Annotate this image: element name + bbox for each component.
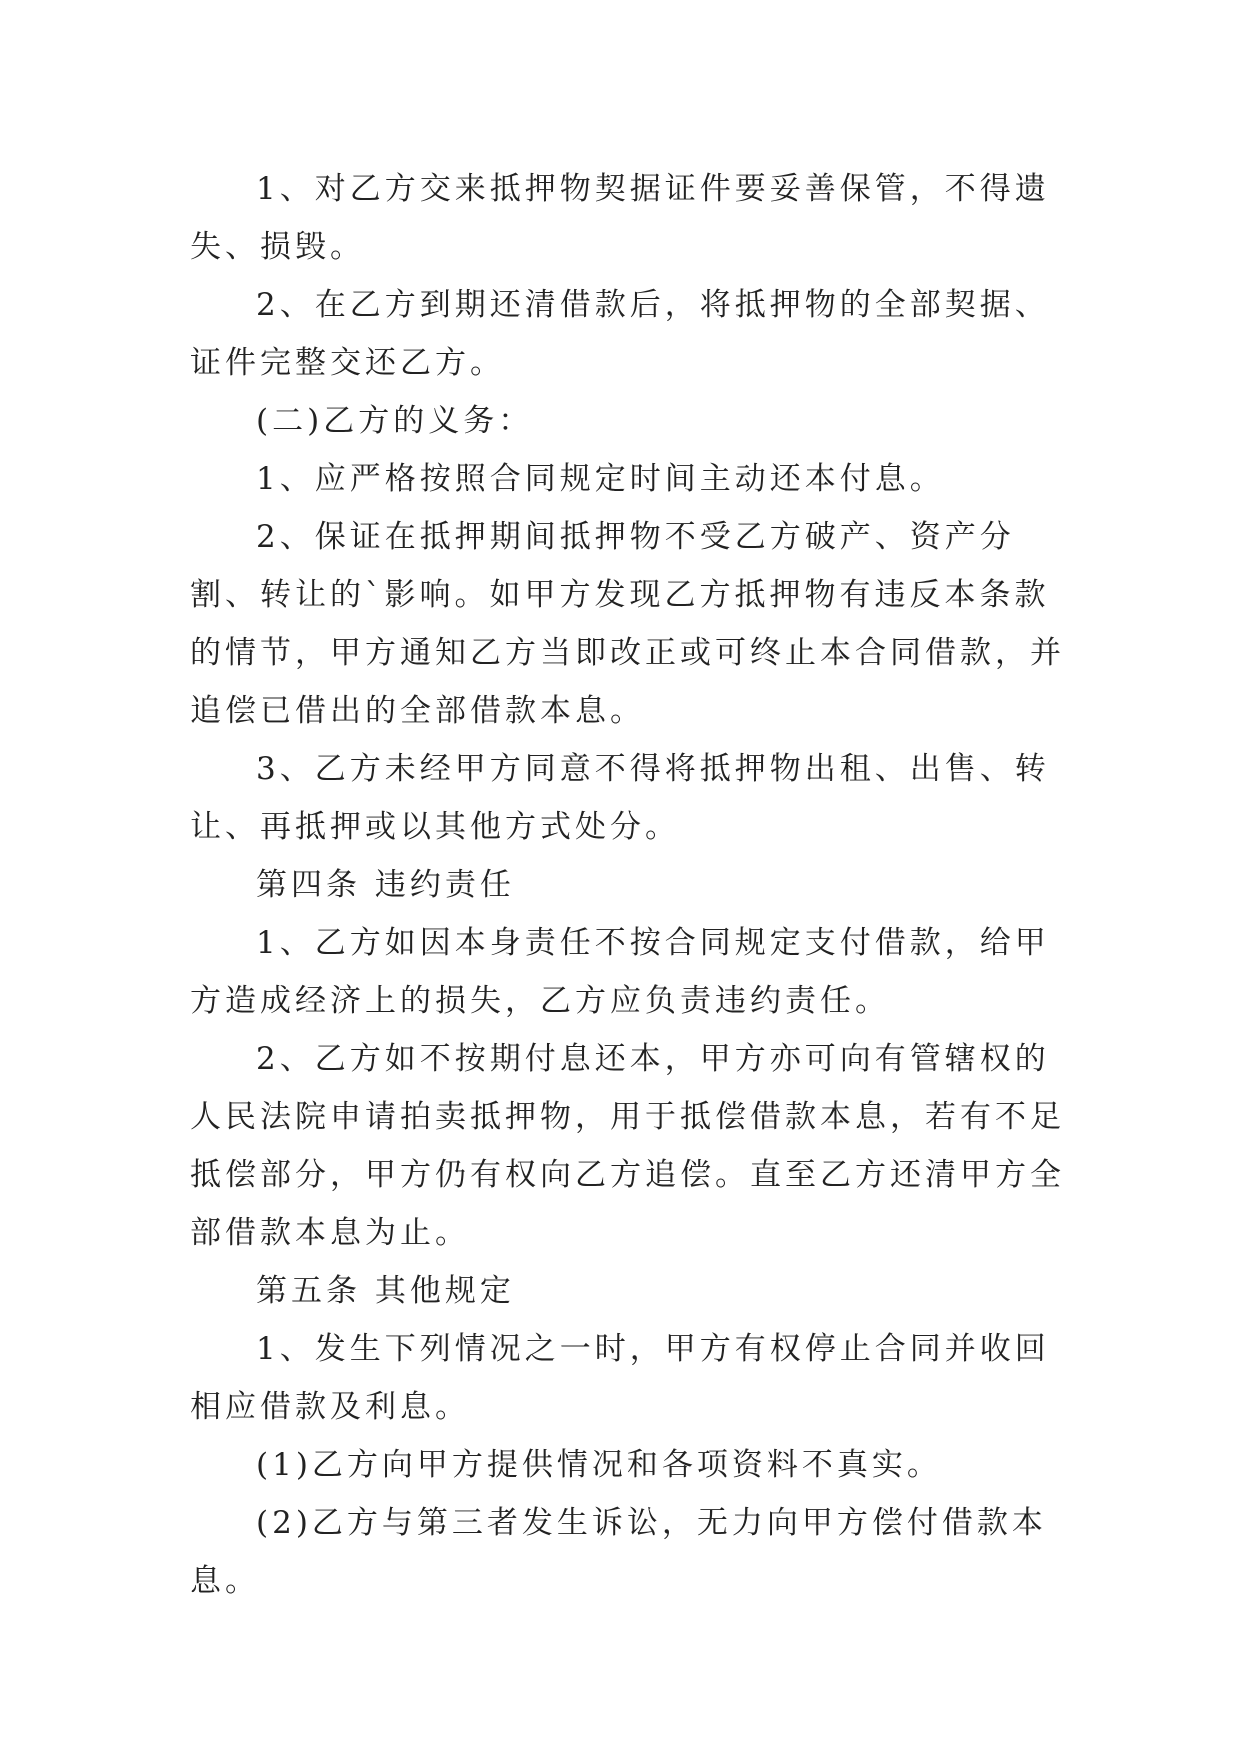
paragraph-return-deeds: 2、在乙方到期还清借款后，将抵押物的全部契据、证件完整交还乙方。 bbox=[190, 287, 1050, 381]
paragraph-termination: 1、发生下列情况之一时，甲方有权停止合同并收回相应借款及利息。 bbox=[190, 1331, 1050, 1425]
paragraph-condition-2: (2)乙方与第三者发生诉讼，无力向甲方偿付借款本息。 bbox=[190, 1505, 1047, 1599]
paragraph-condition-1: (1)乙方向甲方提供情况和各项资料不真实。 bbox=[256, 1447, 942, 1483]
paragraph-keep-deeds: 1、对乙方交来抵押物契据证件要妥善保管，不得遗失、损毁。 bbox=[190, 171, 1050, 265]
paragraph-liability-2: 2、乙方如不按期付息还本，甲方亦可向有管辖权的人民法院申请拍卖抵押物，用于抵偿借款本息，若有不足抵偿部分，甲方仍有权向乙方追偿。直至乙方还清甲方全部借款本息为止。 bbox=[190, 1041, 1065, 1251]
article-heading-liability: 第四条 违约责任 bbox=[256, 867, 515, 903]
paragraph-liability-1: 1、乙方如因本身责任不按合同规定支付借款，给甲方造成经济上的损失，乙方应负责违约责任。 bbox=[190, 925, 1050, 1019]
paragraph-repay-on-time: 1、应严格按照合同规定时间主动还本付息。 bbox=[256, 461, 945, 497]
section-heading-party-b-duties: (二)乙方的义务： bbox=[256, 403, 534, 439]
article-heading-other: 第五条 其他规定 bbox=[256, 1273, 515, 1309]
paragraph-collateral-protection: 2、保证在抵押期间抵押物不受乙方破产、资产分割、转让的`影响。如甲方发现乙方抵押物有违反本条款的情节，甲方通知乙方当即改正或可终止本合同借款，并追偿已借出的全部借款本息。 bbox=[190, 519, 1065, 729]
paragraph-no-disposal: 3、乙方未经甲方同意不得将抵押物出租、出售、转让、再抵押或以其他方式处分。 bbox=[190, 751, 1050, 845]
document-body bbox=[190, 160, 1070, 1610]
